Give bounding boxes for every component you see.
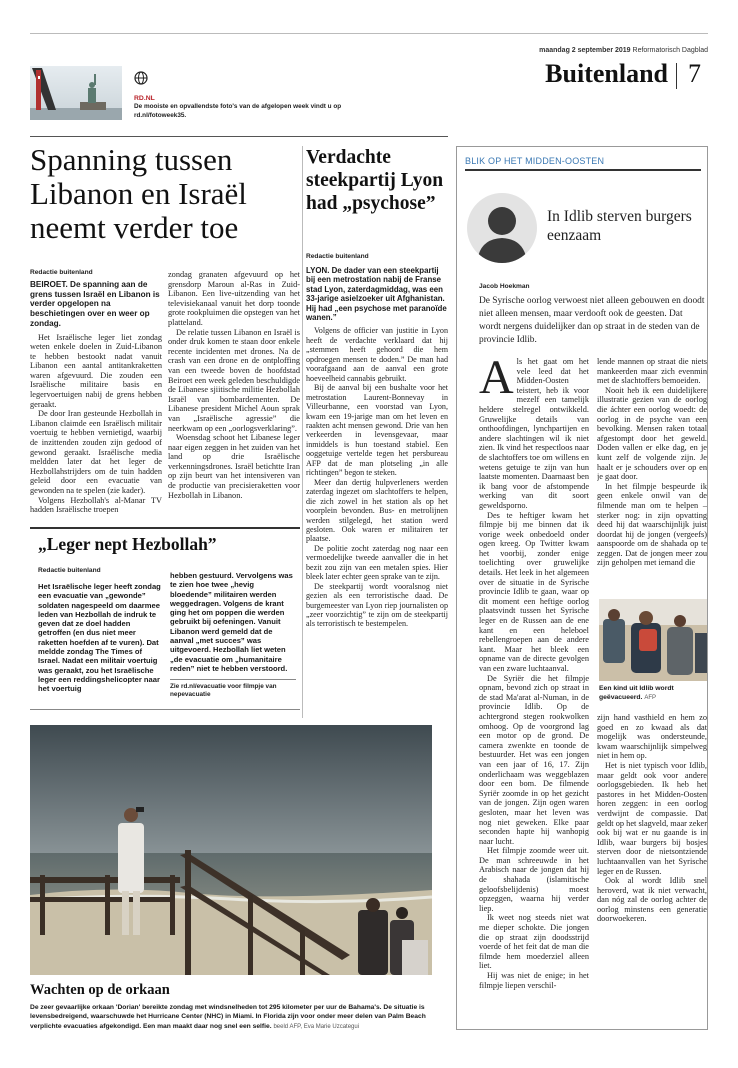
photo-feature-caption xyxy=(30,1003,432,1032)
main-byline: Redactie buitenland xyxy=(30,269,93,276)
drop-cap: A xyxy=(479,357,514,404)
column-paragraph: Des te heftiger kwam het filmpje bij me binnen dat ik vorige week onbedoeld onder ogen kreeg. Op Twitter kwam het voorbij, zonder enige toelichting over gruwelijke details. Het leek in het algemeen over de situatie in de Syrische provincie Idlib te gaan, waar op dit moment een heftige oorlog plaatsvindt tussen het Syrische leger en de Russen aan de ene kant en een heleboel rebellengroepen aan de andere kant. Maar het bleek een opname van de directe gevolgen van een zware luchtaanval. xyxy=(479,510,589,673)
box-headline: „Leger nept Hezbollah” xyxy=(38,534,217,554)
column-paragraph: lende mannen op straat die niets mankeerden maar zich evenmin met de slachtoffers bemoeiden. xyxy=(597,357,707,386)
main-paragraph: Woensdag schoot het Libanese leger naar eigen zeggen in het zuiden van het land op drie Israëlische verkenningsdrones. Israël betichtte Iran op zijn beurt van het intensiveren van de productie van precisieraketten voor Hezbollah in Libanon. xyxy=(168,433,300,500)
section-divider xyxy=(676,63,677,89)
column-label: BLIK OP HET MIDDEN-OOSTEN xyxy=(465,152,701,171)
page-number: 7 xyxy=(688,59,701,88)
column-col-2-top xyxy=(597,357,707,593)
column-title: In Idlib sterven burgers eenzaam xyxy=(547,208,692,244)
main-col-2 xyxy=(168,270,300,526)
issue-date: maandag 2 september 2019 xyxy=(539,47,631,54)
main-paragraph: Het Israëlische leger liet zondag weten enkele doelen in Zuid-Libanon te hebben bestookt nadat vanuit Libanon een aantal antitankraketten waren afgevuurd. Die zouden een Israëlische militaire basis en legervoertuigen nabij de grens hebben geraakt. xyxy=(30,332,162,409)
main-paragraph: De door Iran gesteunde Hezbollah in Libanon claimde een Israëlisch militair voertuig te hebben vernietigd, waarbij de inzittenden zouden zijn gedood of gewond geraakt. Israëlische media meldden later dat het leger de Hezbollahstrijders om de tuin hadden geleid door een evacuatie van gewonden na te spelen (zie kader). xyxy=(30,409,162,496)
content-top-rule xyxy=(30,136,448,137)
paper-name: Reformatorisch Dagblad xyxy=(632,47,708,54)
middle-paragraph: De steekpartij wordt vooralsnog niet gezien als een terroristische daad. De burgemeester van Lyon riep journalisten op „zeer voorzichtig” te zijn om de steekpartij als terroristisch te bestempelen. xyxy=(306,581,448,629)
photo-feature-credit: beeld AFP, Eva Marie Uzcategui xyxy=(273,1023,360,1030)
column-paragraph: Ik weet nog steeds niet wat me dieper schokte. Die jongen die op straat zijn doodsstrijd voerde of het feit dat de man die filmde hem moederziel alleen liet. xyxy=(479,913,589,971)
column-divider xyxy=(302,146,303,718)
author-avatar xyxy=(467,193,537,263)
column-author: Jacob Hoekman xyxy=(479,283,530,290)
main-headline: Spanning tussen Libanon en Israël neemt verder toe xyxy=(30,142,247,245)
sidebar-box xyxy=(30,527,300,710)
column-paragraph: ls het gaat om het vele leed dat het Midden-Oosten teistert, heb ik voor mezelf een tamelijk heldere stelregel ontwikkeld. Gruwelijke details van onthoofdingen, lynchpartijen en andere slachtingen wil ik niet zien. Ik vind het respectloos naar de slachtoffers toe om willens en wetens getuige te zijn van hun laatste momenten. Daarnaast ben ik bang voor de afstompende werking van dit soort geweldsporno. xyxy=(479,357,589,510)
main-paragraph: zondag granaten afgevuurd op het grensdorp Maroun al-Ras in Zuid-Libanon. Een live-uitzending van het televisiekanaal vanuit het dorp toonde grote rookpluimen die opstegen van het platteland. xyxy=(168,270,300,327)
middle-paragraph: Bij de aanval bij een bushalte voor het metrostation Laurent-Bonnevay in Villeurbanne, een voorstad van Lyon, kwam een 19-jarige man om het leven en raakten acht mensen gewond. Drie van hen verkeerden in levensgevaar, maar inmiddels is hun toestand stabiel. Een ooggetuige vertelde tegen het persbureau AFP dat de man plotseling „in alle richtingen” begon te steken. xyxy=(306,383,448,478)
statue-of-liberty-image xyxy=(30,66,122,120)
box-col-2: hebben gestuurd. Vervolgens was te zien hoe twee „hevig bloedende” militairen werden weggedragen. Volgens de krant ging het om poppen die werden gebruikt bij oefeningen. Vanuit Libanon werd gemeld dat de aanval „met succes” was uitgevoerd. Hezbollah liet weten „de evacuatie om „humanitaire reden” niet te hebben verstoord. xyxy=(170,571,293,673)
promo-text[interactable]: De mooiste en opvallendste foto's van de afgelopen week vindt u op rd.nl/fotoweek35. xyxy=(134,103,342,119)
idlib-caption-text: Een kind uit Idlib wordt geëvacueerd. xyxy=(599,685,674,701)
idlib-photo xyxy=(599,599,707,681)
idlib-photo-caption xyxy=(599,685,709,702)
promo-site[interactable]: RD.NL xyxy=(134,95,155,102)
column-intro: De Syrische oorlog verwoest niet alleen gebouwen en doodt niet alleen mensen, maar verdooft ook de geesten. Dat wordt nergens duidelijker dan op straat in de steden van de provincie Idlib. xyxy=(479,296,705,345)
globe-icon xyxy=(134,70,148,84)
column-paragraph: Ook al wordt Idlib snel heroverd, wat ik niet verwacht, dan nóg zal de oorlog achter de oorlog minstens een generatie doorwoekeren. xyxy=(597,876,707,924)
column-paragraph: Het is niet typisch voor Idlib, maar geldt ook voor andere oorlogsgebieden. Ik heb het pastores in het Midden-Oosten horen zeggen: in een oorlog verdwijnt de compassie. Dat geldt op het slagveld, maar zeker ook bij wat er nu gaande is in Idlib, waar burgers bij bosjes sterven door de nietsontziende luchtaanvallen van het Syrische leger en de Russen. xyxy=(597,760,707,876)
photo-feature-title: Wachten op de orkaan xyxy=(30,982,170,998)
hurricane-photo xyxy=(30,725,432,975)
middle-paragraph: Meer dan dertig hulpverleners werden zaterdag ingezet om slachtoffers te helpen, die zich zowel in het station als op het voorplein bevonden. Bus- en metrolijnen werden stilgelegd, het station werd gesloten. Ook waren er militairen ter plaatse. xyxy=(306,477,448,544)
idlib-photo-credit: AFP xyxy=(644,694,657,701)
column-paragraph: Het filmpje zoomde weer uit. De man schreeuwde in het Arabisch naar de jongen dat hij de shahada (islamitische geloofsbelijdenis) moest opzeggen, waarna hij verder liep. xyxy=(479,846,589,913)
main-paragraph: De relatie tussen Libanon en Israël is onder druk komen te staan door enkele recente incidenten met drones. Na de crash van een drone en de ontploffing van een tweede boven de hoofdstad Beiroet een week geleden beschuldigde de Libanese sjiitische militie Hezbollah Israël van bombardementen. De Libanese president Michel Aoun sprak van „Israëlische agressie” die neerkwam op een „oorlogsverklaring”. xyxy=(168,327,300,433)
main-col-1 xyxy=(30,280,162,526)
box-byline: Redactie buitenland xyxy=(38,567,101,574)
middle-lead: LYON. De dader van een steekpartij bij een metrostation nabij de Franse stad Lyon, zaterdagmiddag, was een 33-jarige asielzoeker uit Afghanistan. Hij had „een psychose met paranoïde wanen.” xyxy=(306,266,447,323)
section-title: Buitenland xyxy=(545,59,668,88)
middle-headline: Verdachte steekpartij Lyon had „psychose” xyxy=(306,147,444,214)
middle-body xyxy=(306,266,448,718)
column-paragraph: zijn hand vasthield en hem zo goed en zo kwaad als dat mogelijk was ondersteunde, kwam waarschijnlijk simpelweg niet in hem op. xyxy=(597,713,707,761)
dateline xyxy=(450,47,708,54)
box-link[interactable]: Zie rd.nl/evacuatie voor filmpje van nepevacuatie xyxy=(170,679,296,699)
promo-thumbnail[interactable] xyxy=(30,66,122,120)
middle-byline: Redactie buitenland xyxy=(306,253,369,260)
main-lead: BEIROET. De spanning aan de grens tussen Israël en Libanon is verder opgelopen na beschietingen over en weer op zondag. xyxy=(30,280,160,328)
column-col-1 xyxy=(479,357,589,1029)
column-col-2-bottom xyxy=(597,713,707,1029)
column-box xyxy=(456,146,708,1030)
column-paragraph: In het filmpje bespeurde ik geen enkele onwil van de filmende man om te helpen – sterker nog: in zijn opvatting deed hij dat waarschijnlijk juist doordat hij de jongen (vergeefs) aanspoorde om de shahada op te zeggen. Dat de jongen meer zou zijn geholpen met iemand die xyxy=(597,481,707,568)
main-paragraph: Volgens Hezbollah's al-Manar TV hadden Israëlische troepen xyxy=(30,495,162,515)
top-rule xyxy=(30,33,708,34)
hurricane-photo-image xyxy=(30,725,432,975)
column-paragraph: De Syriër die het filmpje opnam, bevond zich op straat in de stad Ma'arat al-Numan, in de provincie Idlib. Op de achtergrond stegen rookwolken omhoog. Op de voorgrond lag een motor op de grond. De camera zwenkte en toonde de bestuurder. Het was een jongen van een jaar of 16, 17. Zijn onderlichaam was weggeblazen door een bom. De filmende Syriër zoomde in op het gezicht van de jongen. Zijn ogen waren gesloten, maar het leven was nog niet geweken. Elke paar seconden hapte hij wanhopig naar lucht. xyxy=(479,673,589,846)
column-paragraph: Nooit heb ik een duidelijkere illustratie gezien van de oorlog die áchter een oorlog woedt: de oorlog in de psyche van een bevolking. Mensen raken totaal afgestompt door het geweld. Doden vallen er elke dag, en je kunt zelf de volgende zijn. Je haalt er je schouders over op en je gaat door. xyxy=(597,385,707,482)
photo-feature-caption-text: De zeer gevaarlijke orkaan 'Dorian' bereikte zondag met windsnelheden tot 295 kilometer per uur de Bahama's. De situatie is levensbedreigend, waarschuwde het Hurricane Center (NHC) in Miami. In Florida zijn voor onder meer delen van Palm Beach verplichte evacuaties afgekondigd. Een man maakt daar nog snel een selfie. xyxy=(30,1004,426,1030)
box-col-1: Het Israëlische leger heeft zondag een evacuatie van „gewonde” soldaten nagespeeld om daarmee leden van Hezbollah de indruk te geven dat ze doel hadden getroffen (en dus niet meer raketten hoefden af te vuren). Dat meldde zondag The Times of Israel. Nadat een militair voertuig was geraakt, zou het Israëlische leger een reddingshelicopter naar het voertuig xyxy=(38,582,161,694)
middle-paragraph: Volgens de officier van justitie in Lyon heeft de verdachte verklaard dat hij „stemmen heeft gehoord die hem opdroegen mensen te doden.” De man had voorafgaand aan de aanval een grote hoeveelheid cannabis gebruikt. xyxy=(306,326,448,383)
middle-paragraph: De politie zocht zaterdag nog naar een vermoedelijke tweede aanvaller die in het bezit zou zijn van een metalen spies. Hier bleek later echter geen sprake van te zijn. xyxy=(306,543,448,582)
column-paragraph: Hij was niet de enige; in het filmpje liepen verschil- xyxy=(479,971,589,990)
